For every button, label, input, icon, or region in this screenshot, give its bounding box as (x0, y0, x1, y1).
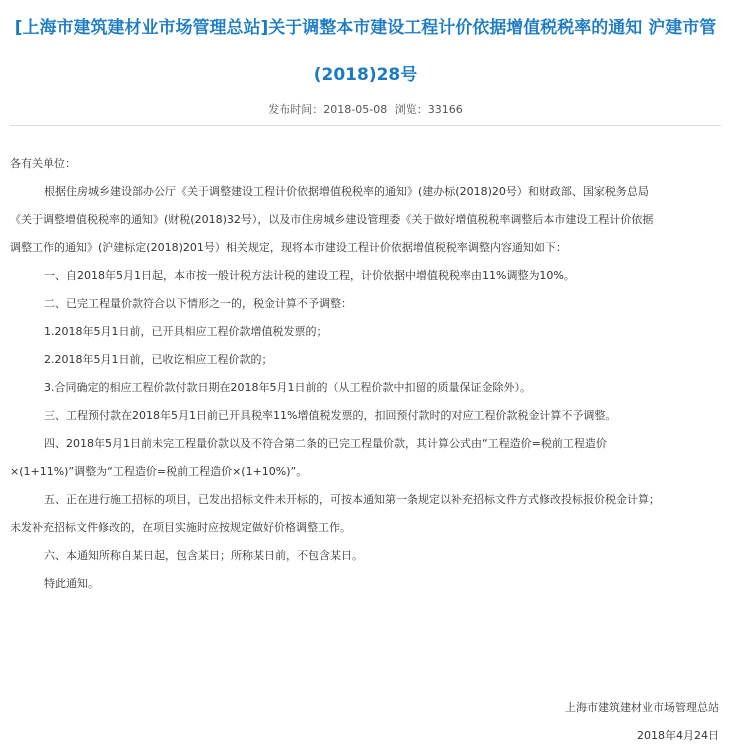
page-title-line-1: [上海市建筑建材业市场管理总站]关于调整本市建设工程计价依据增值税税率的通知 沪建市管 (14, 18, 717, 38)
item-5-line-2: 未发补充招标文件修改的，在项目实施时应按规定做好价格调整工作。 (10, 521, 351, 534)
publish-date: 发布时间：2018-05-08 (268, 103, 388, 116)
signature-block (565, 694, 719, 750)
item-5-line-1: 五、正在进行施工招标的项目，已发出招标文件未开标的，可按本通知第一条规定以补充招标文件方式修改投标报价税金计算； (44, 493, 660, 506)
item-2-sub-2: 2.2018年5月1日前，已收讫相应工程价款的； (44, 353, 273, 366)
closing-line: 特此通知。 (44, 577, 99, 590)
article-meta (0, 101, 731, 117)
item-2-sub-1: 1.2018年5月1日前，已开具相应工程价款增值税发票的； (44, 325, 328, 338)
item-4-line-1: 四、2018年5月1日前未完工程量价款以及不符合第二条的已完工程量价款，其计算公式由“工程造价=税前工程造价 (44, 437, 607, 450)
header-divider (10, 125, 721, 126)
item-6: 六、本通知所称自某日起，包含某日；所称某日前，不包含某日。 (44, 549, 363, 562)
intro-line-3: 调整工作的通知》(沪建标定(2018)201号）相关规定，现将本市建设工程计价依据增值税税率调整内容通知如下： (10, 241, 567, 254)
intro-line-2: 《关于调整增值税税率的通知》(财税(2018)32号），以及市住房城乡建设管理委《关于做好增值税税率调整后本市建设工程计价依据 (10, 213, 654, 226)
intro-line-1: 根据住房城乡建设部办公厅《关于调整建设工程计价依据增值税税率的通知》(建办标(2018)20号）和财政部、国家税务总局 (44, 185, 649, 198)
item-4-line-2: ×(1+11%)”调整为“工程造价=税前工程造价×(1+10%)”。 (10, 465, 308, 478)
signature-org: 上海市建筑建材业市场管理总站 (565, 701, 719, 714)
item-3: 三、工程预付款在2018年5月1日前已开具税率11%增值税发票的，扣回预付款时的对应工程价款税金计算不予调整。 (44, 409, 617, 422)
page-title-line-2: (2018)28号 (313, 65, 418, 85)
item-2-sub-3: 3.合同确定的相应工程价款付款日期在2018年5月1日前的（从工程价款中扣留的质量保证金除外）。 (44, 381, 531, 394)
item-2: 二、已完工程量价款符合以下情形之一的，税金计算不予调整： (44, 297, 352, 310)
item-1: 一、自2018年5月1日起，本市按一般计税方法计税的建设工程，计价依据中增值税税率由11%调整为10%。 (44, 269, 575, 282)
salutation: 各有关单位： (10, 157, 76, 170)
article-body (0, 150, 731, 598)
view-count: 浏览：33166 (394, 103, 463, 116)
signature-date: 2018年4月24日 (637, 729, 719, 742)
